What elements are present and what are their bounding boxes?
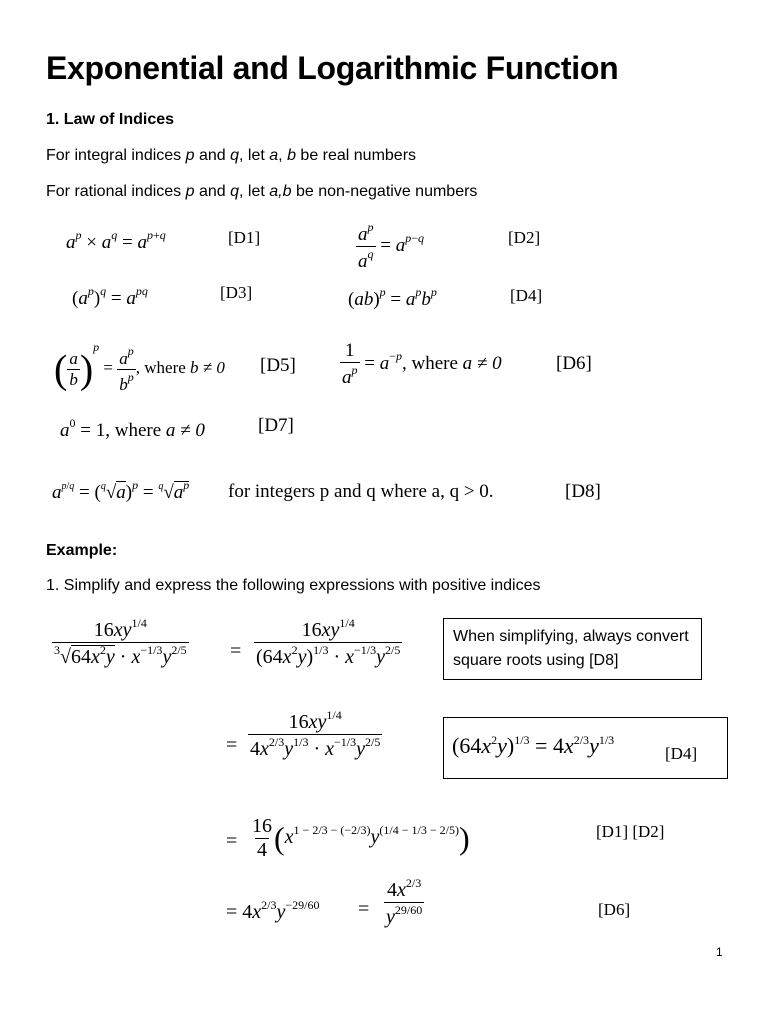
law-d4-formula: $(ab)^p = a^pb^p$ [348,285,437,310]
law-d3-formula: $(a^p)^q = a^{pq}$ [72,284,148,309]
page-number: 1 [716,945,723,959]
step4-tag: [D6] [598,900,631,919]
law-d1-tag: [D1] [228,228,261,247]
step2-equals: = [226,734,238,756]
law-d5-formula: ( $\frac{a}{b}$ )$^p$ = $\frac{a^p}{b^p}$ , where b ≠ 0 [54,340,225,394]
law-d1-formula: $a^p \times a^q = a^{p+q}$ [66,228,166,253]
step1-rhs: $\frac{16xy^{1/4}}{(64x^2y)^{1/3} \cdot x^{-1/3}y^{2/5}}$ [256,616,401,668]
law-d7-tag: [D7] [258,415,294,436]
law-d8-formula: $a^{p/q} = (^q√a)^p = ^q√a^p$ [52,478,190,503]
page-title: Exponential and Logarithmic Function [46,50,619,86]
law-d5-tag: [D5] [260,355,296,376]
example-question: 1. Simplify and express the following expressions with positive indices [46,577,541,594]
section-heading: 1. Law of Indices [46,111,175,128]
law-d7-formula: $a^0 = 1$, where a ≠ 0 [60,416,205,441]
step3-tags: [D1] [D2] [596,822,665,841]
step1-equals: = [230,640,242,662]
d4-box-formula: $(64x^2y)^{1/3} = 4x^{2/3}y^{1/3}$ [452,733,615,758]
law-d2-tag: [D2] [508,228,541,247]
law-d3-tag: [D3] [220,283,253,302]
law-d8-text: for integers p and q where a, q > 0. [228,481,494,502]
d4-box-tag: [D4] [665,744,698,763]
law-d8-tag: [D8] [565,481,601,502]
step3-expr: $\frac{16}{4}$ $(x^{1 - 2/3 - (-2/3)}y^{(1/4 - 1/3 - 2/5)})$ [252,815,470,861]
law-d4-tag: [D4] [510,286,543,305]
example-heading: Example: [46,542,118,559]
step1-lhs: $\frac{16xy^{1/4}}{^3√64x^2y \cdot x^{-1/3}y^{2/5}}$ [54,616,187,668]
step3-equals: = [226,830,238,852]
law-d6-formula: $\frac{1}{a^p}$ = $a^{-p}$, where a ≠ 0 [342,340,502,388]
step2-expr: $\frac{16xy^{1/4}}{4x^{2/3}y^{1/3} \cdot x^{-1/3}y^{2/5}}$ [250,708,381,760]
step4-eq: = $4x^{2/3}y^{-29/60}$ [226,898,320,923]
note-box: When simplifying, always convert square roots using [D8] [443,618,702,680]
intro-line-1: For integral indices p and q, let a, b be real numbers [46,147,417,164]
intro-line-2: For rational indices p and q, let a,b be non-negative numbers [46,183,478,200]
step4-frac: $\frac{4x^{2/3}}{y^{29/60}}$ [386,876,423,928]
law-d2-formula: $\frac{a^p}{a^q}$ = $a^{p-q}$ [358,220,424,272]
step4-equals-2: = [358,898,370,920]
law-d6-tag: [D6] [556,353,592,374]
